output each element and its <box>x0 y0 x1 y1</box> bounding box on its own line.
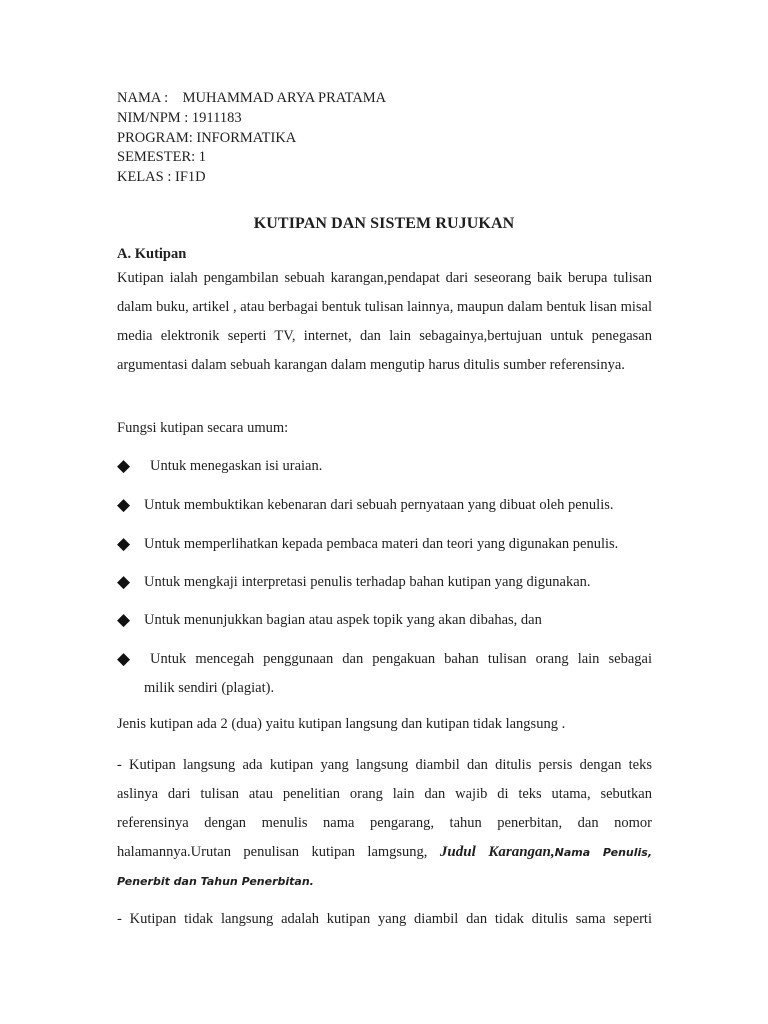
bullet-item <box>117 568 652 597</box>
bullet-text: Untuk menunjukkan bagian atau aspek topik yang akan dibahas, dan <box>144 612 542 628</box>
jenis-intro: Jenis kutipan ada 2 (dua) yaitu kutipan langsung dan kutipan tidak langsung . <box>117 716 566 732</box>
fungsi-intro: Fungsi kutipan secara umum: <box>117 420 289 436</box>
diamond-bullet-icon: ◆ <box>117 456 131 476</box>
bullet-item <box>117 606 652 635</box>
identity-kelas: KELAS : IF1D <box>117 169 206 186</box>
bullet-item <box>117 491 652 520</box>
identity-program: PROGRAM: INFORMATIKA <box>117 129 297 146</box>
identity-semester: SEMESTER: 1 <box>117 149 207 166</box>
diamond-bullet-icon: ◆ <box>117 495 131 515</box>
emphasis-judul-karangan: Judul Karangan, <box>439 844 555 860</box>
document-title: KUTIPAN DAN SISTEM RUJUKAN <box>253 215 515 232</box>
kutipan-definition-paragraph: Kutipan ialah pengambilan sebuah karangan,pendapat dari seseorang baik berupa tulisan dalam buku, artikel , atau berbagai bentuk tulisan lainnya, maupun dalam bentuk lisan misal media elektronik seperti TV, internet, dan lain sebagainya,bertujuan untuk penegasan argumentasi dalam sebuah karangan dalam mengutip harus ditulis sumber referensinya. <box>117 270 652 373</box>
bullet-text: Untuk mencegah penggunaan dan pengakuan bahan tulisan orang lain sebagai <box>150 651 652 667</box>
bullet-text: Untuk mengkaji interpretasi penulis terhadap bahan kutipan yang digunakan. <box>144 574 591 590</box>
bullet-text: Untuk menegaskan isi uraian. <box>150 458 323 474</box>
emphasis-nama-penulis: Nama Penulis, Penerbit dan Tahun Penerbitan. <box>117 846 653 888</box>
diamond-bullet-icon: ◆ <box>117 534 131 554</box>
kutipan-langsung-text: - Kutipan langsung ada kutipan yang langsung diambil dan ditulis persis dengan teks aslinya dari tulisan atau penelitian orang lain dan wajib di teks utama, sebutkan referensinya dengan menulis nama pengarang, tahun penerbitan, dan nomor halamannya.Urutan penulisan kutipan lamgsung, <box>117 757 652 860</box>
section-heading-kutipan: A. Kutipan <box>117 246 187 262</box>
bullet-item <box>117 645 652 703</box>
bullet-item <box>117 452 652 481</box>
bullet-text-continuation: milik sendiri (plagiat). <box>144 680 275 696</box>
kutipan-tidak-langsung-paragraph: - Kutipan tidak langsung adalah kutipan yang diambil dan tidak ditulis sama seperti <box>117 911 652 927</box>
diamond-bullet-icon: ◆ <box>117 649 131 669</box>
identity-nama: NAMA : MUHAMMAD ARYA PRATAMA <box>117 90 387 106</box>
bullet-text: Untuk memperlihatkan kepada pembaca materi dan teori yang digunakan penulis. <box>144 536 619 552</box>
identity-block <box>117 89 386 188</box>
diamond-bullet-icon: ◆ <box>117 610 131 630</box>
diamond-bullet-icon: ◆ <box>117 572 131 592</box>
kutipan-langsung-paragraph <box>117 751 652 896</box>
identity-nim: NIM/NPM : 1911183 <box>117 109 242 126</box>
bullet-text: Untuk membuktikan kebenaran dari sebuah pernyataan yang dibuat oleh penulis. <box>144 497 614 513</box>
bullet-item <box>117 530 652 559</box>
